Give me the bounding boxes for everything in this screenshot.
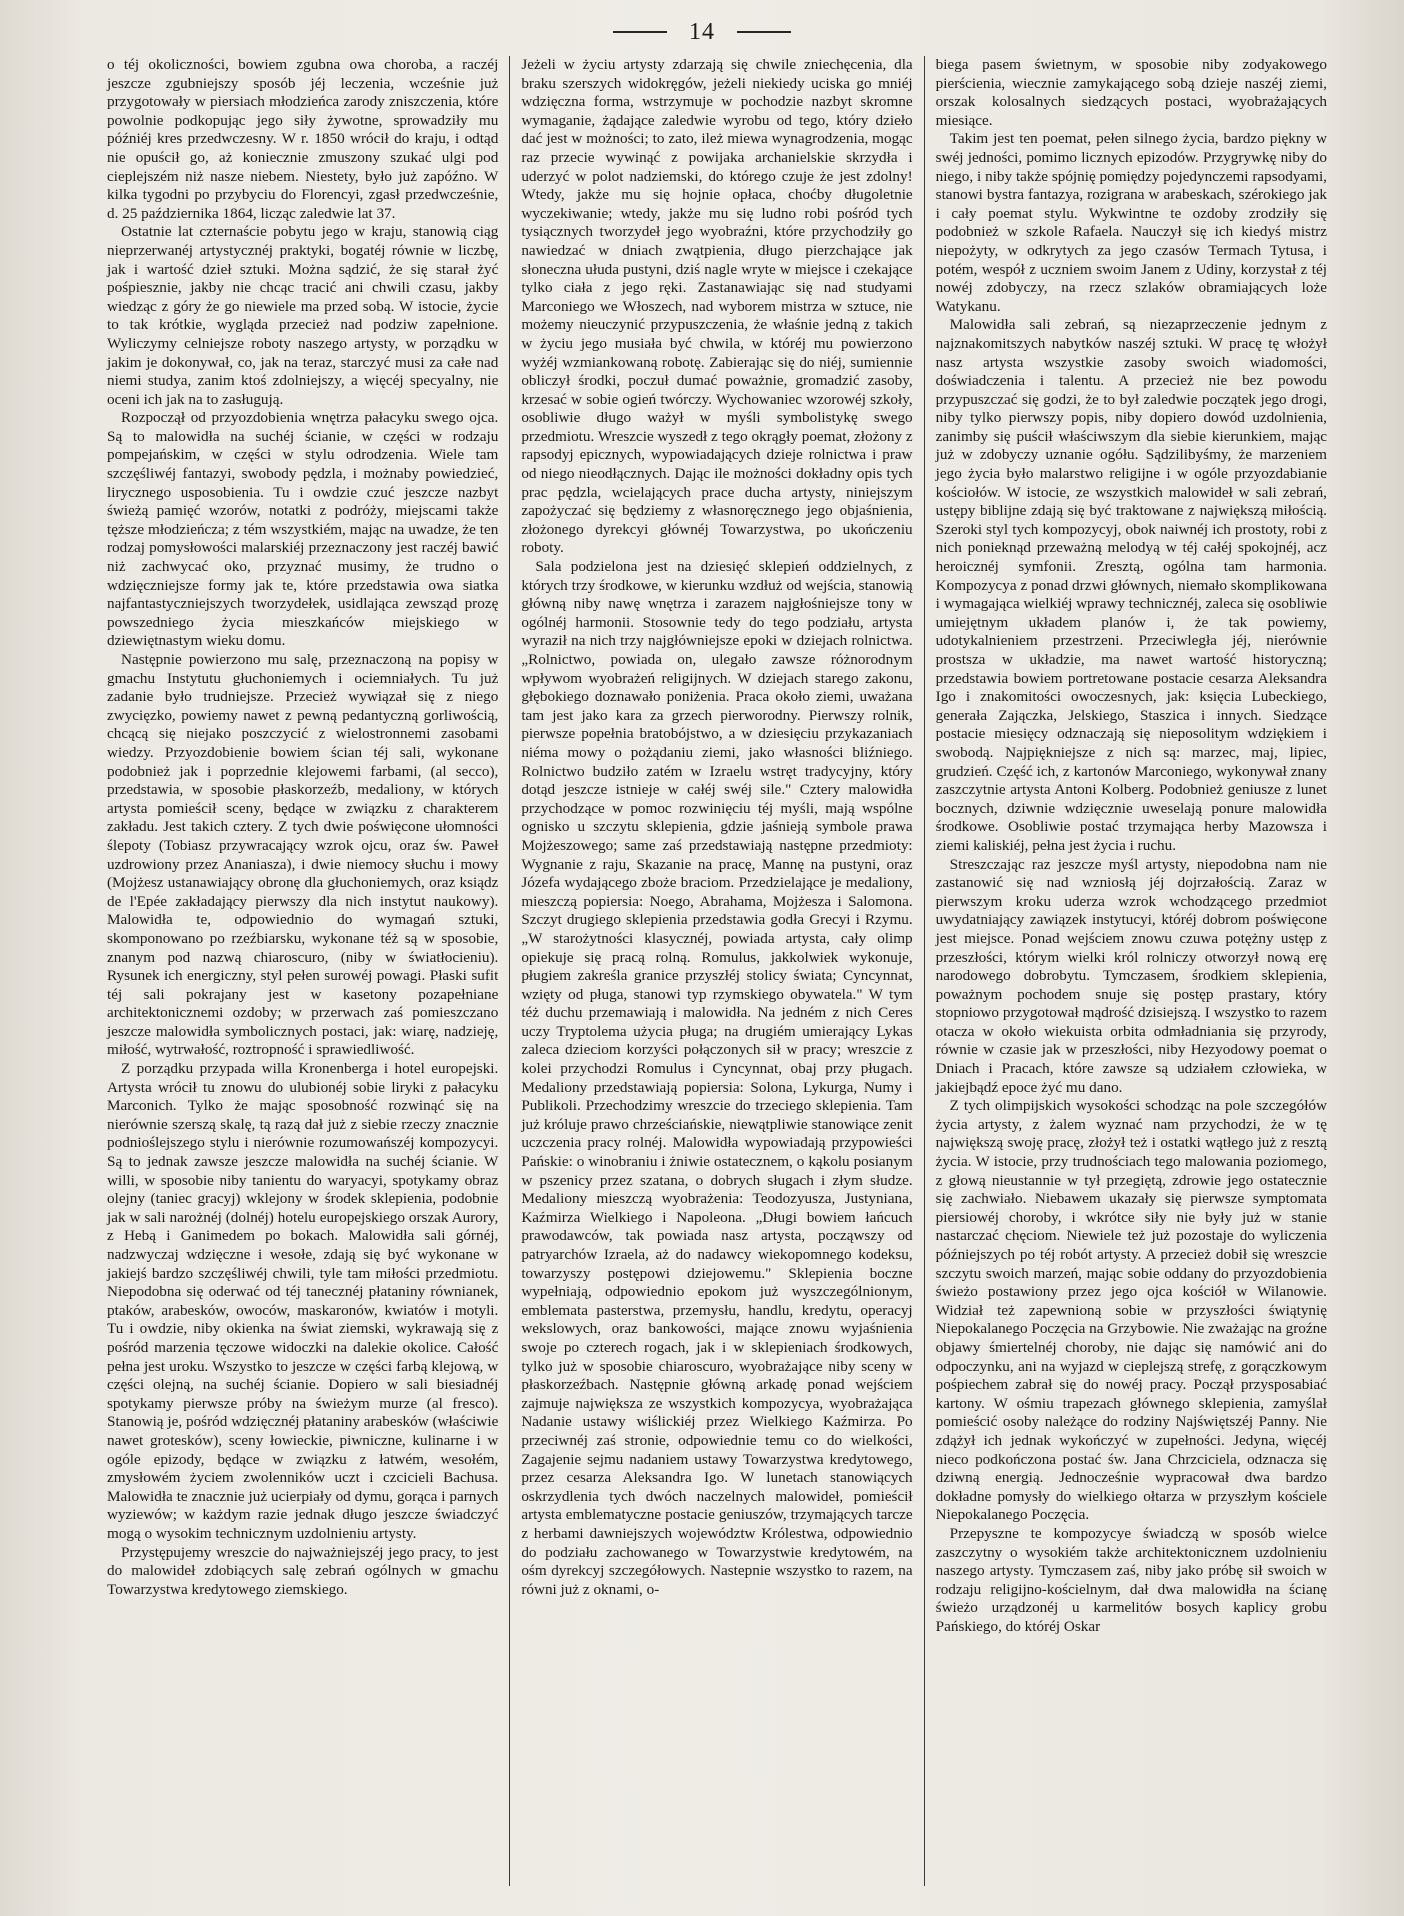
paragraph: Rozpoczął od przyozdobienia wnętrza pałacyku swego ojca. Są to malowidła na suchéj ścianie, w części w rodzaju pompejańskim, w części w stylu odrodzenia. Wiele tam szczęśliwéj fantazyi, swobody pędzla, i możnaby powiedzieć, lirycznego usposobienia. Tu i owdzie czuć jeszcze nazbyt świeżą pamięć wzorów, notatki z podróży, miejscami także tęższe młodzieńcza; z tém wszystkiém, mając na uwadze, że ten rodzaj pomysłowości malarskiéj przeznaczony jest raczéj bawić niż zachwycać oko, przyznać musimy, że trudno o wdzięczniejsze formy jak te, które przedstawia owa siatka najfantastyczniejszych tworzydełek, usidlająca zewsząd prozę powszedniego życia mieszkańców miejskiego w dziewiętnastym wieku domu. — [107, 409, 499, 650]
paragraph: Streszczając raz jeszcze myśl artysty, niepodobna nam nie zastanowić się nad wzniosłą jéj dojrzałością. Zaraz w pierwszym kroku uderza wzrok wchodzącego przedmiot uwydatniający zawiązek instytucyi, któréj dobrom poświęcone jest miejsce. Ponad wejściem znowu czuwa potężny ustęp z przeszłości, którym wielki król rolniczy otworzył nową erę narodowego dobrobytu. Tymczasem, środkiem sklepienia, poważnym pochodem snuje się postęp prastary, który stopniowo przygotował mądrość dzisiejszą. I wszystko to razem otacza w około wiekuista orbita odmładniania się przyrody, równie w czasie jak w przeszłości, niby Hezyodowy poemat o Dniach i Pracach, które zawsze są udziałem człowieka, w jakiejbądź epoce żyć mu dano. — [935, 855, 1327, 1096]
paragraph: Ostatnie lat czternaście pobytu jego w kraju, stanowią ciąg nieprzerwanéj artystycznéj praktyki, bogatéj równie w liczbę, jak i wartość dzieł sztuki. Można sądzić, że się starał żyć pośpiesznie, jakby nie chcąc tracić ani chwili czasu, jakby wiedząc z góry że go niewiele ma przed sobą. W istocie, życie to tak krótkie, wygląda przecież nad podziw zapełnione. Wyliczymy celniejsze roboty naszego artysty, w porządku w jakim je dokonywał, co, jak na teraz, starczyć musi za całe nad niemi studya, zanim ktoś zdolniejszy, a więcéj specyalny, nie oceni ich jak na to zasługują. — [107, 223, 499, 408]
header-rule-left — [613, 31, 667, 33]
paragraph: Następnie powierzono mu salę, przeznaczoną na popisy w gmachu Instytutu głuchoniemych i ociemniałych. Tu już zadanie było trudniejsze. Przecież wywiązał się z niego zwycięzko, powiemy nawet z pewną pedantyczną gorliwością, chcącą się niejako poszczycić z wielostronnemi zasobami wiedzy. Przyozdobienie bowiem ścian téj sali, wykonane podobnież jak i poprzednie klejowemi farbami, (al secco), przedstawia, w sposobie płaskorzeźb, medaliony, w których artysta pomieścił sceny, będące w związku z charakterem zakładu. Jest takich cztery. Z tych dwie poświęcone ułomności ślepoty (Tobiasz przywracający wzrok ojcu, oraz św. Paweł uzdrowiony przez Ananiasza), i dwie niemocy słuchu i mowy (Mojżesz ustanawiający obronę dla głuchoniemych, oraz ksiądz de l'Epée zakładający pierwszy dla nich instytut naukowy). Malowidła te, odpowiednio do wymagań sztuki, skomponowano po rzeźbiarsku, wykonane téż są w sposobie, znanym pod nazwą chiaroscuro, (niby w światłocieniu). Rysunek ich energiczny, styl pełen surowéj powagi. Płaski sufit téj sali pokrajany jest w kasetony pozapełniane architektonicznemi ozdoby; w przerwach zaś pomieszczano jeszcze malowidła symbolicznych postaci, jak: wiarę, nadzieję, miłość, wytrwałość, roztropność i sprawiedliwość. — [107, 651, 499, 1059]
paragraph: o téj okoliczności, bowiem zgubna owa choroba, a raczéj jeszcze zgubniejszy sposób jéj leczenia, wcześnie już przygotowały w piersiach młodzieńca zarody zniszczenia, które powolnie podkopując jego siły żywotne, sprowadziły mu późniéj kres przedwczesny. W r. 1850 wrócił do kraju, i odtąd nie opuścił go, aż koniecznie zmuszony szukać ulgi pod cieplejszém niż nasze niebem. Niestety, było już zapóźno. W kilka tygodni po przybyciu do Florencyi, zgasł przedwcześnie, d. 25 października 1864, licząc zaledwie lat 37. — [107, 56, 499, 222]
paragraph: Przystępujemy wreszcie do najważniejszéj jego pracy, to jest do malowideł zdobiących salę zebrań ogólnych w gmachu Towarzystwa kredytowego ziemskiego. — [107, 1543, 499, 1598]
text-column-1 — [96, 56, 509, 1886]
paragraph: Takim jest ten poemat, pełen silnego życia, bardzo piękny w swéj jedności, pomimo licznych epizodów. Przygrywkę niby do niego, i niby także spójnię pomiędzy pojedynczemi rapsodyami, stanowi bystra fantazya, rozigrana w arabeskach, szérokiego jak i cały poemat stylu. Wykwintne te ozdoby zrodziły się podobnież w szkole Rafaela. Nauczył się ich kiedyś mistrz niepożyty, w odkrytych za jego czasów Termach Tytusa, i potém, wespół z uczniem swoim Janem z Udiny, korzystał z téj nowéj zdobyczy, na rzecz szlaków obramiających loże Watykanu. — [935, 130, 1327, 315]
text-column-3 — [924, 56, 1338, 1886]
paragraph: Malowidła sali zebrań, są niezaprzeczenie jednym z najznakomitszych nabytków naszéj sztuki. W pracę tę włożył nasz artysta wszystkie zasoby swoich wiadomości, doświadczenia i talentu. A przecież nie bez powodu przypuszczać się godzi, że to był zaledwie początek jego drogi, niby tylko pierwszy popis, niby dopiero dowód uzdolnienia, zanimby się puścił właściwszym dla siebie kierunkiem, mając już w zdobyczy uznanie ogółu. Sądzilibyśmy, że marzeniem jego życia było malarstwo religijne i w ogóle przyozdabianie kościołów. W istocie, ze wszystkich malowideł w sali zebrań, ustępy biblijne zdają się być traktowane z największą miłością. Szeroki styl tych kompozycyj, obok naiwnéj ich prostoty, robi z nich ponieknąd przeważną melodyą w téj całéj spokojnéj, acz heroicznéj symfonii. Zresztą, ogólna tam harmonia. Kompozycya z ponad drzwi głównych, niemało skomplikowana i wymagająca wielkiéj wprawy technicznéj, zaleca się osobliwie umiejętnym układem planów i, że tak powiemy, udotykalnieniem przestrzeni. Przeciwległa jéj, nierównie prostsza w układzie, ma nawet wartość historyczną; przedstawia bowiem portretowane postacie cesarza Aleksandra Igo i znakomitości owoczesnych, jak: księcia Lubeckiego, generała Zajączka, Jelskiego, Staszica i innych. Siedzące postacie miesięcy odznaczają się nieposolitym wdziękiem i swobodą. Najpiękniejsze z nich są: marzec, maj, lipiec, grudzień. Część ich, z kartonów Marconiego, wykonywał znany zaszczytnie artysta Antoni Kolberg. Podobnież geniusze z lunet bocznych, dziwnie wdzięcznie uweselają ponure malowidła środkowe. Osobliwie postać trzymająca herby Mazowsza i ziemi kaliskiéj, pełna jest życia i ruchu. — [935, 316, 1327, 854]
paragraph: Jeżeli w życiu artysty zdarzają się chwile zniechęcenia, dla braku szerszych widokręgów, jeżeli niekiedy uciska go mniéj wdzięczna forma, wstrzymuje w pochodzie nazbyt skromne wymaganie, żądające zaledwie wyrobu od tego, który dzieło dać jest w możności; to zato, ileż miewa wynagrodzenia, mogąc raz przecie wywinąć z powijaka archanielskie skrzydła i uderzyć w polot nadziemski, do którego czuje że jest zdolny! Wtedy, jakże mu się hojnie opłaca, choćby długoletnie wyczekiwanie; wtedy, jakże mu się ludno robi pośród tych tysiącznych tworzydeł jego wyobraźni, które przychodziły go nawiedzać w dniach zwątpienia, długo pierzchające jak słoneczna ułuda pustyni, dziś nagle wryte w miejsce i czekające tylko ciała z jego ręki. Zastanawiając się nad studyami Marconiego we Włoszech, nad wyborem mistrza w sztuce, nie możemy nieuczynić przypuszczenia, że właśnie jedną z takich w życiu jego musiała być chwila, w któréj mu powierzono wyżéj wzmiankowaną robotę. Zabierając się do niéj, sumiennie obliczył środki, poczuł dumać poważnie, gromadzić zasoby, krzesać w sobie ogień twórczy. Wychowaniec wzorowéj szkoły, osobliwie długo ważył w myśli symbolistykę swego przedmiotu. Wreszcie wyszedł z tego okrągły poemat, złożony z rapsodyj epicznych, wypowiadających dzieje rolnictwa i praw od niego nieodłącznych. Dając ile możności dokładny opis tych prac pędzla, wcielających prace ducha artysty, niniejszym zapożyczać się będziemy z własnoręcznego jego objaśnienia, złożonego dyrekcyi głównéj Towarzystwa, po ukończeniu roboty. — [521, 56, 913, 557]
paragraph: biega pasem świetnym, w sposobie niby zodyakowego pierścienia, wiecznie zamykającego sobą dzieje naszéj ziemi, orszak kolosalnych siedzących postaci, wyobrażających miesiące. — [935, 56, 1327, 129]
header-rule-right — [737, 31, 791, 33]
paragraph: Z porządku przypada willa Kronenberga i hotel europejski. Artysta wrócił tu znowu do ulubionéj sobie liryki z pałacyku Marconich. Tylko że mając sposobność rozwinąć się na nierównie szerszą skalę, tą razą dał już z siebie rzeczy znacznie podnioślejszego stylu i nierównie rozumowańszéj kompozycyi. Są to jednak zawsze jeszcze malowidła na suchéj ścianie. W willi, w sposobie niby tanientu do waryacyi, spotykamy obraz olejny (taniec gracyj) wklejony w środek sklepienia, podobnie jak w sali narożnéj (dolnéj) hotelu europejskiego orszak Aurory, z Hebą i Ganimedem po bokach. Malowidła sali górnéj, nadzwyczaj wdzięczne i wesołe, zdają się być wykonane w jakiejś bardzo szczęśliwéj chwili, tyle tam miłości przedmiotu. Niepodobna się oderwać od téj tanecznéj płataniny równianek, ptaków, arabesków, owoców, maskaronów, kwiatów i motyli. Tu i owdzie, niby okienka na świat ziemski, wykrawają się z pośród marzenia tęczowe widoczki na dalekie okolice. Całość pełna jest uroku. Wszystko to jeszcze w części farbą klejową, w części olejną, na suchéj ścianie. Dopiero w sali biesiadnéj spotykamy pierwsze próby na świeżym murze (al fresco). Stanowią je, pośród wdzięcznéj płataniny arabesków (właściwie nawet grotesków), sceny łowieckie, piwniczne, kulinarne i w ogóle epizody, będące w związku z łatwém, wesołém, zmysłowém życiem zwolenników uczt i czcicieli Bachusa. Malowidła te znacznie już ucierpiały od dymu, gorąca i parnych wyziewów; w każdym razie jednak długo jeszcze świadczyć mogą o wysokim technicznym uzdolnieniu artysty. — [107, 1060, 499, 1542]
text-columns — [96, 56, 1338, 1886]
page-number: 14 — [689, 18, 715, 45]
paragraph: Przepyszne te kompozycye świadczą w sposób wielce zaszczytny o wysokiém także architektonicznem uzdolnieniu naszego artysty. Tymczasem zaś, niby jako próbę sił swoich w rodzaju religijno-kościelnym, dał dwa malowidła na ścianę świeżo urządzonéj u karmelitów bosych kaplicy grobu Pańskiego, do któréj Oskar — [935, 1524, 1327, 1635]
paragraph: Z tych olimpijskich wysokości schodząc na pole szczegółów życia artysty, z żalem wyznać nam przychodzi, że w tę największą swoję pracę, złożył też i ostatki wątłego już z resztą życia. W istocie, przy trudnościach tego malowania poziomego, z głową nieustannie w tył przegiętą, zdrowie jego ostatecznie się zachwiało. Niebawem ukazały się pierwsze symptomata piersiowéj choroby, i wkrótce siły nie były już w stanie nastarczać chęciom. Niewiele też już pozostaje do wyliczenia późniejszych po téj robót artysty. A przecież dobił się wreszcie szczytu swoich marzeń, mając sobie oddany do przyozdobienia świeżo postawiony przez jego ojca kościół w Wilanowie. Widział też zapewnioną sobie w przyszłości świątynię Niepokalanego Poczęcia na Grzybowie. Nie zważając na groźne objawy śmiertelnéj choroby, nie dając się namówić ani do odpoczynku, ani na wyjazd w cieplejszą strefę, z gorączkowym pośpiechem zabrał się do nowéj pracy. Począł przysposabiać kartony. W ośmiu trapezach głównego sklepienia, zamyślał pomieścić osoby należące do rodziny Najświętszéj Panny. Nie zdążył ich jednak wykończyć w zupełności. Jedyna, więcéj nieco podkończona postać św. Jana Chrzciciela, odznacza się dziwną energią. Jednocześnie wypracował dwa bardzo dokładne pomysły do wielkiego ołtarza w przyszłym kościele Niepokalanego Poczęcia. — [935, 1097, 1327, 1524]
text-column-2 — [509, 56, 923, 1886]
page-header — [0, 14, 1404, 50]
paragraph: Sala podzielona jest na dziesięć sklepień oddzielnych, z których trzy środkowe, w kierunku wzdłuż od wejścia, stanowią główną niby nawę wnętrza i zarazem najgłośniejsze tony w ogólnéj harmonii. Stosownie tedy do tego podziału, artysta wyraził na nich trzy najgłówniejsze epoki w dziejach rolnictwa. „Rolnictwo, powiada on, ulegało zawsze różnorodnym wpływom wyobrażeń religijnych. W dziejach starego zakonu, głębokiego doznawało poniżenia. Praca około ziemi, uważana tam jest jako kara za grzech pierworodny. Pierwszy rolnik, pierwsze popełnia bratobójstwo, a w dziesięciu przykazaniach niéma mowy o pożądaniu ziemi, jako własności bliźniego. Rolnictwo budziło zatém w Izraelu wstręt tradycyjny, który dotąd jeszcze istnieje w całéj swéj sile." Cztery malowidła przychodzące w pomoc rozwinięciu téj myśli, mają wspólne ognisko u szczytu sklepienia, gdzie jaśnieją symbole prawa Mojżeszowego; same zaś przedstawiają następne przedmioty: Wygnanie z raju, Skazanie na pracę, Mannę na pustyni, oraz Józefa wydającego zboże braciom. Przedzielające je medaliony, mieszczą popiersia: Noego, Abrahama, Mojżesza i Salomona. Szczyt drugiego sklepienia przedstawia godła Grecyi i Rzymu. „W starożytności klasycznéj, powiada artysta, cały olimp opiekuje się pracą rolną. Romulus, jakkolwiek wykonuje, pługiem zakreśla granice przyszłéj stolicy świata; Cyncynnat, wzięty od pługa, stanowi typ rzymskiego obywatela." W tym téż duchu przemawiają i malowidła. Na jedném z nich Ceres uczy Tryptolema użycia pługa; na drugiém umierający Lykas zaleca dzieciom korzyści połączonych sił w pracy; wreszcie z kolei przychodzi Romulus i Cyncynnat, obaj przy pługach. Medaliony przedstawiają popiersia: Solona, Lykurga, Numy i Publikoli. Przechodzimy wreszcie do trzeciego sklepienia. Tam już króluje prawo chrześciańskie, niewątpliwie stanowiące zenit uczczenia pracy rolnéj. Malowidła wypowiadają przypowieści Pańskie: o winobraniu i żniwie ostatecznem, o kąkolu posianym w pszenicy przez szatana, o dobrych sługach i złym słudze. Medaliony mieszczą wyobrażenia: Teodozyusza, Justyniana, Kaźmirza Wielkiego i Napoleona. „Długi bowiem łańcuch prawodawców, tak powiada nasz artysta, począwszy od patryarchów Izraela, aż do nadawcy wiekopomnego kodeksu, towarzyszy postępowi dziejowemu." Sklepienia boczne wypełniają, odpowiednio epokom już wyszczególnionym, emblemata pasterstwa, przemysłu, handlu, kredytu, operacyj wekslowych, oraz bankowości, mające znowu wyjaśnienia swoje po czterech rogach, jak i w sklepieniach środkowych, tylko już w sposobie chiaroscuro, wyobrażające niby sceny w płaskorzeźbach. Następnie główną arkadę ponad wejściem zajmuje największa ze wszystkich kompozycya, wyobrażająca Nadanie ustawy wiślickiéj przez Wielkiego Kaźmirza. Po przeciwnéj zaś stronie, odpowiednie temu co do wielkości, Zagajenie sejmu nadaniem ustawy Towarzystwa kredytowego, przez cesarza Aleksandra Igo. W lunetach stanowiących oskrzydlenia tych dwóch naczelnych malowideł, pomieścił artysta emblematyczne postacie geniuszów, trzymających tarcze z herbami dawniejszych województw Królestwa, odpowiednio do podziału zachowanego w Towarzystwie kredytowém, na ośm dyrekcyj szczegółowych. Nastepnie wszystko to razem, na równi już z oknami, o- — [521, 558, 913, 1598]
